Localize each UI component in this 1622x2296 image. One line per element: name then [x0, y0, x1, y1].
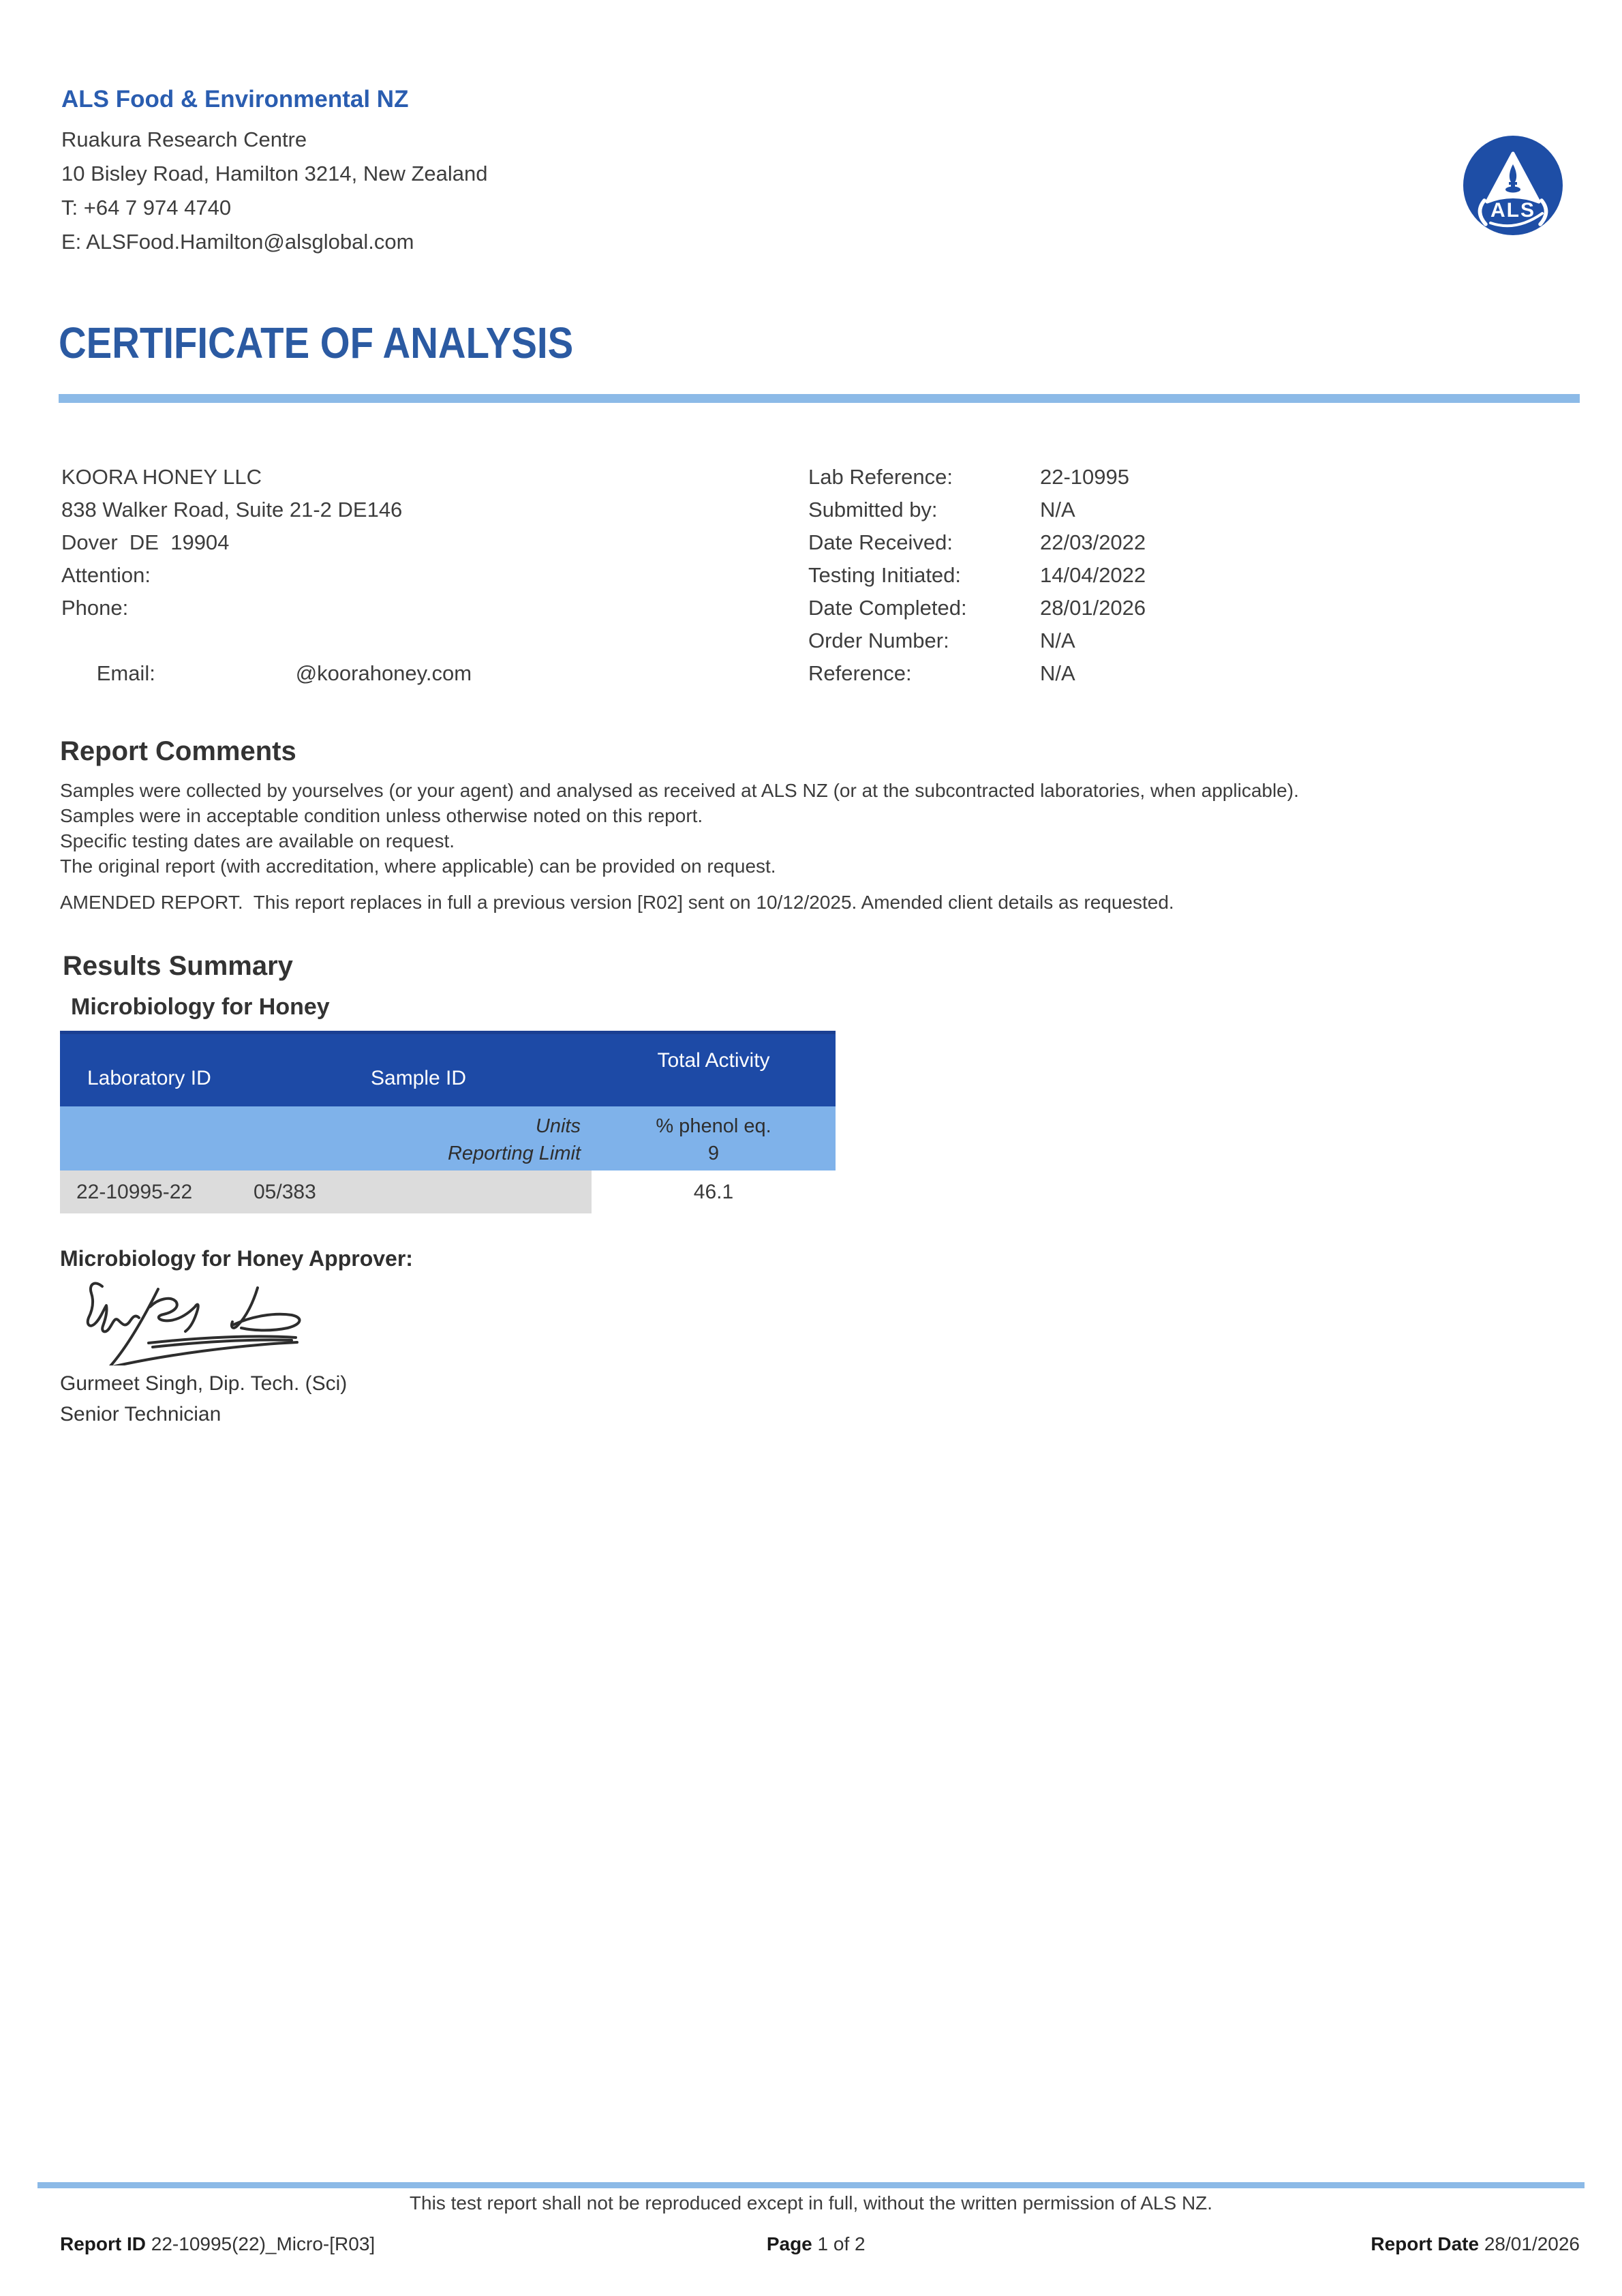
column-header-sample-id: Sample ID	[371, 1067, 467, 1089]
approver-heading: Microbiology for Honey Approver:	[60, 1246, 413, 1271]
cell-laboratory-id: 22-10995-22	[76, 1181, 193, 1203]
report-comment: Samples were in acceptable condition unless otherwise noted on this report.	[60, 805, 703, 826]
lab-detail-value: 28/01/2026	[1040, 596, 1146, 620]
results-subheading: Microbiology for Honey	[71, 994, 330, 1020]
approver-section	[60, 1246, 413, 1430]
client-email-value: @koorahoney.com	[295, 661, 472, 685]
client-address: Dover DE 19904	[61, 530, 230, 554]
results-summary-heading: Results Summary	[63, 951, 293, 981]
cell-total-activity: 46.1	[693, 1181, 734, 1203]
client-email-label: Email:	[96, 661, 155, 685]
report-date-value: 28/01/2026	[1484, 2233, 1580, 2254]
report-comment: The original report (with accreditation, where applicable) can be provided on request.	[60, 856, 776, 877]
lab-address-line: Ruakura Research Centre	[61, 127, 307, 151]
lab-email-line: E: ALSFood.Hamilton@alsglobal.com	[61, 230, 414, 254]
report-date	[1371, 2233, 1580, 2255]
page-value: 1 of 2	[817, 2233, 866, 2254]
letterhead	[61, 86, 488, 259]
lab-address-line: 10 Bisley Road, Hamilton 3214, New Zealand	[61, 162, 488, 185]
lab-detail-label: Testing Initiated:	[808, 563, 962, 587]
lab-detail-row	[808, 526, 1146, 559]
reporting-limit-value: 9	[707, 1143, 720, 1164]
cell-sample-id: 05/383	[254, 1181, 316, 1203]
results-table-header	[60, 1031, 836, 1106]
column-header-laboratory-id: Laboratory ID	[87, 1067, 211, 1089]
document-title: CERTIFICATE OF ANALYSIS	[59, 318, 574, 367]
report-id-value: 22-10995(22)_Micro-[R03]	[151, 2233, 376, 2254]
units-label: Units	[535, 1115, 581, 1137]
lab-detail-row	[808, 494, 1146, 526]
units-value: % phenol eq.	[656, 1115, 771, 1137]
lab-detail-row	[808, 461, 1146, 494]
signature-image	[63, 1277, 322, 1365]
client-info	[61, 461, 472, 723]
approver-name: Gurmeet Singh, Dip. Tech. (Sci)	[60, 1372, 348, 1395]
lab-detail-value: N/A	[1040, 498, 1075, 522]
lab-detail-row	[808, 657, 1146, 690]
client-name: KOORA HONEY LLC	[61, 465, 262, 489]
reporting-limit-label: Reporting Limit	[447, 1143, 581, 1164]
footer-disclaimer: This test report shall not be reproduced except in full, without the written permission of ALS NZ.	[409, 2192, 1213, 2214]
footer-row	[60, 2233, 1580, 2261]
lab-detail-value: 22/03/2022	[1040, 530, 1146, 554]
table-row	[60, 1170, 836, 1213]
lab-detail-value: N/A	[1040, 661, 1075, 685]
results-table-units-row	[60, 1106, 836, 1170]
lab-company-name: ALS Food & Environmental NZ	[61, 86, 409, 112]
lab-detail-value: N/A	[1040, 629, 1075, 652]
amended-report-note: AMENDED REPORT. This report replaces in full a previous version [R02] sent on 10/12/2025. Amended client details as requested.	[60, 892, 1174, 913]
lab-detail-label: Date Completed:	[808, 596, 967, 620]
column-header-total-activity: Total Activity	[657, 1049, 770, 1072]
client-phone: Phone:	[61, 596, 129, 620]
lab-detail-label: Date Received:	[808, 530, 953, 554]
lab-detail-value: 14/04/2022	[1040, 563, 1146, 587]
lab-detail-label: Lab Reference:	[808, 465, 953, 489]
lab-detail-label: Submitted by:	[808, 498, 938, 522]
lab-detail-value: 22-10995	[1040, 465, 1130, 489]
report-id-label: Report ID	[60, 2233, 146, 2254]
client-address: 838 Walker Road, Suite 21-2 DE146	[61, 498, 403, 522]
report-date-label: Report Date	[1371, 2233, 1480, 2254]
title-divider	[59, 394, 1580, 403]
footer-divider	[37, 2182, 1585, 2188]
lab-reference-details	[808, 461, 1146, 690]
client-email	[61, 624, 472, 723]
results-table	[60, 1031, 836, 1213]
lab-phone-line: T: +64 7 974 4740	[61, 196, 232, 220]
als-logo-icon	[1461, 134, 1565, 237]
report-comment: Samples were collected by yourselves (or your agent) and analysed as received at ALS NZ (or at the subcontracted laboratories, when applicable).	[60, 780, 1299, 801]
lab-detail-label: Order Number:	[808, 629, 949, 652]
page-number	[767, 2233, 866, 2255]
lab-detail-label: Reference:	[808, 661, 912, 685]
lab-detail-row	[808, 592, 1146, 624]
approver-role: Senior Technician	[60, 1403, 221, 1425]
page-label: Page	[766, 2233, 812, 2254]
als-logo-text: ALS	[1490, 199, 1535, 222]
lab-detail-row	[808, 624, 1146, 657]
client-attention: Attention:	[61, 563, 151, 587]
report-comments-heading: Report Comments	[60, 736, 296, 766]
report-comment: Specific testing dates are available on request.	[60, 830, 455, 851]
report-comments-section	[60, 736, 1580, 915]
report-id	[60, 2233, 375, 2255]
lab-detail-row	[808, 559, 1146, 592]
